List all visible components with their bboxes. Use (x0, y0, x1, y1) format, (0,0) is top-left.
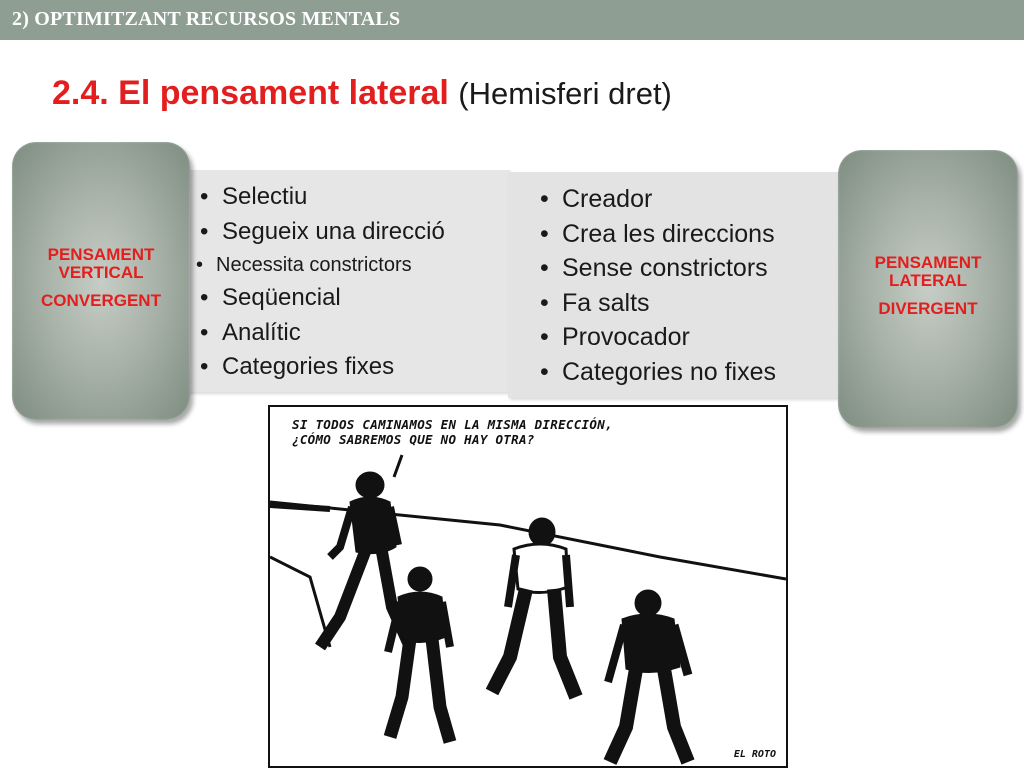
list-item: • Categories no fixes (562, 355, 776, 390)
list-item: • Seqüencial (222, 281, 445, 316)
list-item: • Fa salts (562, 286, 776, 321)
vertical-thinking-title: PENSAMENT VERTICAL (47, 245, 155, 282)
cartoon-caption-line-2: ¿CÓMO SABREMOS QUE NO HAY OTRA? (292, 432, 535, 447)
lateral-thinking-panel (508, 172, 846, 398)
lateral-thinking-list (540, 182, 777, 389)
lateral-thinking-title: PENSAMENT LATERAL (874, 253, 982, 290)
vertical-thinking-label-box (12, 142, 190, 420)
section-header-bar (0, 0, 1024, 40)
bullet-icon: • (540, 185, 549, 213)
bullet-icon: • (196, 254, 204, 276)
walking-figure (492, 518, 576, 697)
list-item: • Analític (222, 316, 445, 351)
ground-line (270, 557, 330, 647)
lateral-thinking-label (838, 254, 1018, 318)
bullet-icon: • (540, 288, 549, 317)
horizon-shadow (270, 505, 330, 509)
bullet-icon: • (540, 357, 549, 386)
cartoon-caption-line-1: SI TODOS CAMINAMOS EN LA MISMA DIRECCIÓN, (292, 417, 613, 432)
slide-title-main: 2.4. El pensament lateral (52, 74, 449, 112)
list-item: • Segueix una direcció (222, 215, 445, 250)
convergent-label: CONVERGENT (41, 291, 161, 310)
vertical-thinking-list (196, 180, 445, 385)
walking-figure (608, 590, 688, 762)
bullet-icon: • (540, 254, 549, 282)
el-roto-cartoon (268, 405, 788, 768)
speech-tick (394, 455, 402, 477)
list-item: • Crea les direccions (562, 217, 776, 252)
bullet-icon: • (200, 318, 209, 346)
bullet-icon: • (540, 219, 549, 248)
list-item: • Creador (562, 182, 776, 217)
cartoon-drawing (270, 407, 786, 766)
slide-title (52, 74, 672, 113)
list-item: • Categories fixes (222, 350, 445, 385)
list-item: • Provocador (562, 320, 776, 355)
bullet-icon: • (200, 217, 209, 245)
cartoon-signature: EL ROTO (733, 749, 776, 760)
bullet-icon: • (200, 183, 209, 210)
list-item: • Sense constrictors (562, 251, 776, 286)
list-item: • Selectiu (222, 180, 445, 215)
section-header-text: 2) OPTIMITZANT RECURSOS MENTALS (12, 8, 401, 30)
bullet-icon: • (200, 284, 209, 311)
vertical-thinking-panel (180, 170, 510, 392)
lateral-thinking-label-box (838, 150, 1018, 428)
bullet-icon: • (540, 323, 549, 351)
slide-title-sub: (Hemisferi dret) (458, 76, 672, 111)
bullet-icon: • (200, 353, 209, 380)
list-item: • Necessita constrictors (222, 249, 445, 281)
walking-figure (388, 567, 450, 742)
divergent-label: DIVERGENT (878, 299, 978, 318)
vertical-thinking-label (12, 246, 190, 310)
